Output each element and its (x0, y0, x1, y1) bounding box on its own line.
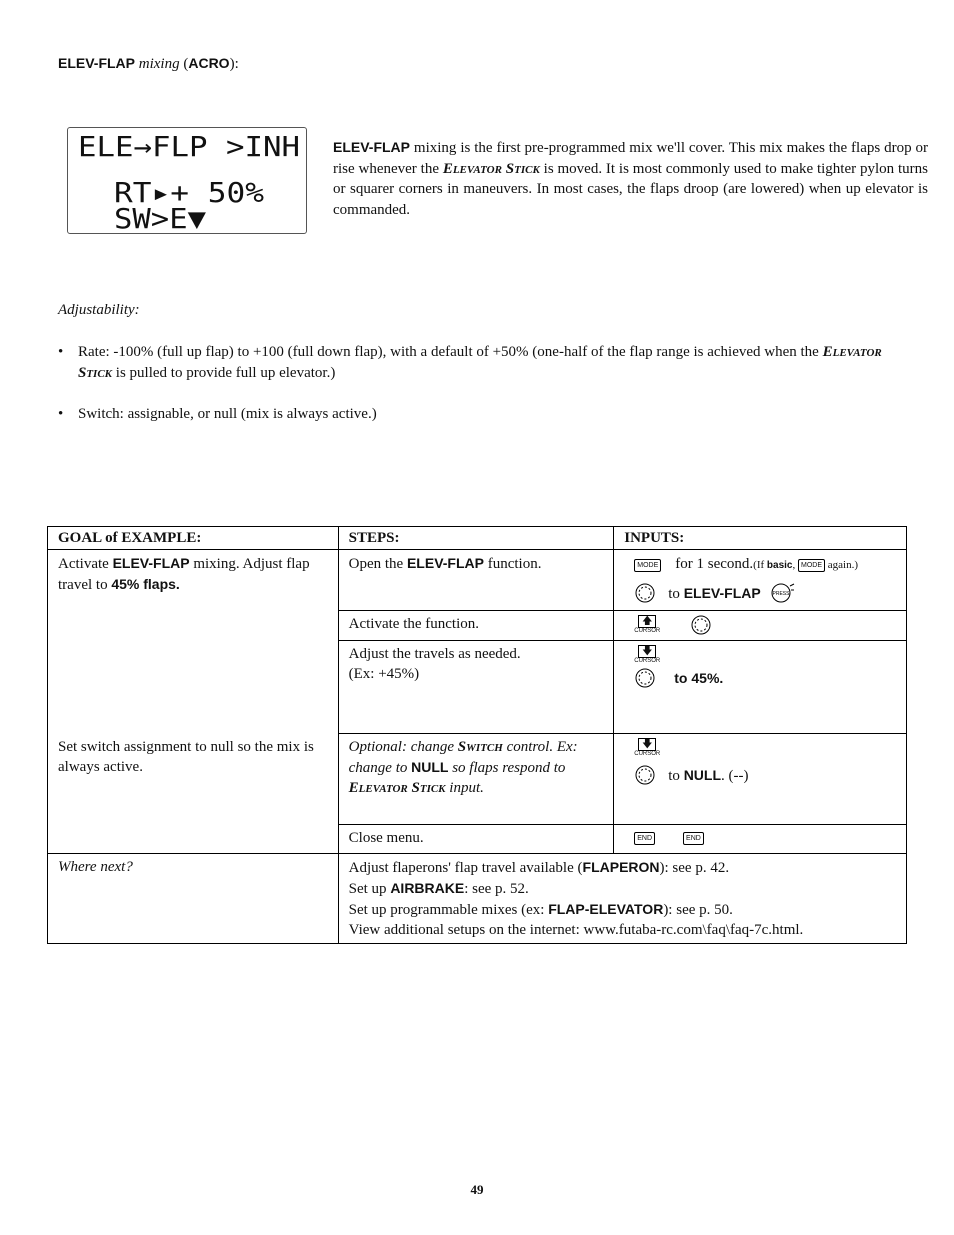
step4-d: input. (445, 780, 484, 796)
heading-model: ELEV-FLAP (58, 55, 136, 71)
step4-null: NULL (411, 759, 449, 775)
heading-close: ): (229, 56, 239, 72)
in1-basic: basic (766, 560, 793, 571)
in4-to: to (668, 767, 684, 784)
end-key-icon: END (634, 832, 655, 845)
next-item-2: Set up AIRBRAKE: see p. 52. (348, 880, 529, 897)
input-switch (614, 734, 907, 825)
press-dial-icon (769, 582, 795, 604)
in4-null: NULL (683, 766, 722, 783)
section-heading (58, 55, 239, 73)
desc-text-a: mixing is the first pre-programmed mix we'll cover. This mix makes the flaps drop or rise whenever the (333, 140, 928, 177)
mode-key-icon-2: MODE (798, 559, 825, 572)
step4-a: Optional: change (348, 739, 458, 755)
step1-a: Open the (348, 556, 407, 572)
dial-icon (634, 667, 656, 689)
in3-to: to 45%. (674, 670, 724, 686)
header-steps: STEPS: (338, 527, 614, 550)
step-open (338, 550, 614, 611)
bullet-switch (58, 404, 888, 425)
goal1-bold: ELEV-FLAP (112, 555, 190, 571)
input-close (614, 825, 907, 854)
next-item-3: Set up programmable mixes (ex: FLAP-ELEVATOR): see p. 50. (348, 901, 733, 918)
lcd-line-3: SW>E▼ (114, 202, 207, 233)
description-paragraph (333, 137, 928, 220)
goal1-b: mixing. Adjust flap travel to (58, 556, 310, 593)
bullet-dot: • (58, 406, 64, 422)
mode-key-icon: MODE (634, 559, 661, 572)
in1-c: , (792, 559, 796, 571)
bullet-rate-b: is pulled to provide full up elevator.) (112, 365, 336, 381)
step-adjust (338, 641, 614, 734)
header-inputs: INPUTS: (614, 527, 907, 550)
step-activate: Activate the function. (338, 611, 614, 641)
goal1-a: Activate (58, 556, 113, 572)
step1-bold: ELEV-FLAP (406, 555, 484, 571)
input-open (614, 550, 907, 611)
step3-a: Adjust the travels as needed. (348, 646, 521, 662)
dial-icon (690, 614, 712, 636)
lcd-line-2: RT▸+ 50% (114, 176, 265, 209)
header-goal: GOAL of EXAMPLE: (48, 527, 339, 550)
step4-stick: Elevator Stick (348, 780, 446, 796)
lcd-display (67, 127, 307, 234)
bullet-switch-text: Switch: assignable, or null (mix is always active.) (78, 406, 377, 422)
bullet-rate-a: Rate: -100% (full up flap) to +100 (full down flap), with a default of +50% (one-half of the flap range is achieved when the (78, 344, 823, 360)
step-close: Close menu. (338, 825, 614, 854)
cursor-down-icon: 🡇 CURSOR (634, 645, 661, 664)
where-next-label: Where next? (48, 854, 339, 944)
heading-open: ( (179, 56, 189, 72)
step3-b: (Ex: +45%) (348, 666, 420, 682)
example-table (47, 526, 907, 944)
cursor-up-icon: 🡅 CURSOR (634, 615, 661, 634)
bullet-rate-stick: Elevator Stick (78, 344, 882, 381)
in1-a: for 1 second. (675, 556, 754, 572)
desc-bold: ELEV-FLAP (333, 139, 411, 155)
in1-b: (If (753, 559, 767, 571)
dial-icon (634, 582, 656, 604)
goal-cell-2: Set switch assignment to null so the mix is always active. (48, 734, 339, 854)
svg-text:PRESS: PRESS (772, 591, 790, 597)
heading-mode: ACRO (188, 55, 230, 71)
next-item-1: Adjust flaperons' flap travel available (FLAPERON): see p. 42. (348, 859, 730, 876)
lcd-line-1: ELE→FLP >INH (78, 130, 300, 163)
bullet-rate (58, 342, 888, 384)
step4-b: control. Ex: change to (348, 739, 578, 776)
next-item-4: View additional setups on the internet: www.futaba-rc.com\faq\faq-7c.html. (348, 922, 804, 938)
step4-switch: Switch (457, 739, 503, 755)
in1-target: ELEV-FLAP (683, 584, 761, 601)
bullet-dot: • (58, 344, 64, 360)
step1-b: function. (483, 556, 542, 572)
page-number: 49 (470, 1182, 484, 1197)
in1-d: again.) (825, 559, 858, 571)
goal1-c: 45% flaps. (111, 576, 180, 592)
desc-text-b: is moved. It is most commonly used to make tighter pylon turns or squarer corners in maneuvers. In most cases, the flaps droop (are lowered) when up elevator is commanded. (333, 160, 928, 218)
step4-c: so flaps respond to (448, 760, 566, 776)
heading-mixing: mixing (138, 56, 180, 72)
step-switch (338, 734, 614, 825)
cursor-down-icon: 🡇 CURSOR (634, 738, 661, 757)
where-next-list (338, 854, 906, 944)
desc-stick: Elevator Stick (442, 160, 540, 177)
in4-rest: . (--) (721, 767, 749, 784)
in1-to: to (668, 585, 684, 602)
adjustability-label: Adjustability: (58, 302, 140, 318)
dial-icon (634, 764, 656, 786)
goal-cell-1 (48, 550, 339, 734)
end-key-icon-2: END (683, 832, 704, 845)
input-activate (614, 611, 907, 641)
input-adjust (614, 641, 907, 734)
